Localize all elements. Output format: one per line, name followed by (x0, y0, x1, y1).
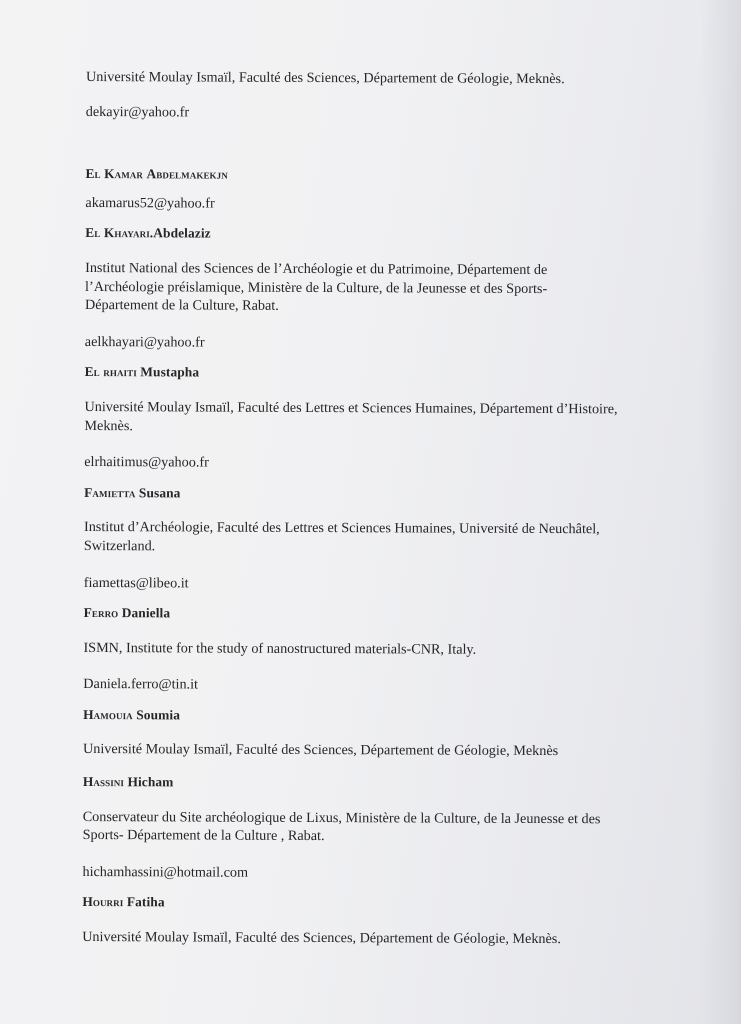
contributor-surname: Hamouia (83, 706, 133, 723)
contributor-name (83, 773, 693, 794)
contributor-affiliation (83, 808, 693, 848)
contributor-surname: Famietta (84, 484, 136, 500)
contributor-name (84, 484, 694, 505)
contributor-surname: Hourri (82, 894, 124, 910)
contributor-email: elrhaitimus@yahoo.fr (84, 454, 209, 471)
contributor-affiliation (85, 259, 695, 317)
contributor-email: fiamettas@libeo.it (83, 574, 189, 591)
contributor-given-name: Susana (138, 484, 181, 501)
contributor-affiliation (84, 398, 694, 438)
affiliation-line: Université Moulay Ismaïl, Faculté des Lettres et Sciences Humaines, Département d’Histoire, (84, 398, 618, 418)
contributor-name (85, 224, 695, 245)
contributor-email: Daniela.ferro@tin.it (83, 676, 199, 693)
contributor-affiliation (82, 928, 692, 949)
contributor-surname: El rhaiti (84, 364, 137, 380)
intro-affiliation: Université Moulay Ismaïl, Faculté des Sciences, Département de Géologie, Meknès. (85, 68, 565, 88)
contributor-affiliation (84, 518, 694, 558)
contributor-entry (83, 706, 693, 762)
contributor-given-name: Hicham (127, 774, 174, 790)
contributor-entry (83, 604, 693, 696)
affiliation-line: Université Moulay Ismaïl, Faculté des Sciences, Département de Géologie, Meknès. (82, 929, 561, 948)
contributor-given-name: Soumia (136, 707, 181, 723)
affiliation-line: Université Moulay Ismaïl, Faculté des Sciences, Département de Géologie, Meknès (82, 741, 559, 760)
contributor-email: akamarus52@yahoo.fr (85, 194, 215, 212)
contributor-name (84, 604, 694, 625)
affiliation-line: l’Archéologie préislamique, Ministère de la Culture, de la Jeunesse et des Sports- (85, 278, 548, 297)
contributor-entry (82, 893, 692, 949)
contributor-affiliation (83, 639, 693, 660)
contributor-given-name: Abdelaziz (153, 225, 211, 241)
contributor-email: hichamhassini@hotmail.com (82, 863, 249, 881)
contributor-given-name: Abdelmakekjn (146, 166, 228, 182)
contributor-entry (85, 165, 695, 215)
contributor-surname: El Khayari. (85, 225, 154, 241)
contributor-email: aelkhayari@yahoo.fr (84, 333, 205, 351)
affiliation-line: Switzerland. (83, 537, 156, 555)
affiliation-line: ISMN, Institute for the study of nanostructured materials-CNR, Italy. (83, 639, 477, 658)
affiliation-line: Conservateur du Site archéologique de Lixus, Ministère de la Culture, de la Jeunesse et des (82, 808, 601, 827)
contributor-entry (85, 224, 696, 354)
affiliation-line: Institut d’Archéologie, Faculté des Lettres et Sciences Humaines, Université de Neuchâtel, (83, 519, 600, 538)
contributor-given-name: Fatiha (126, 894, 165, 910)
affiliation-line: Meknès. (84, 417, 133, 434)
contributor-entry (84, 484, 694, 595)
contributor-name (83, 706, 693, 727)
contributor-name (85, 363, 695, 384)
contributor-entry (84, 363, 694, 474)
contributor-affiliation (83, 740, 693, 761)
contributor-given-name: Mustapha (140, 364, 200, 380)
affiliation-line: Institut National des Sciences de l’Archéologie et du Patrimoine, Département de (85, 259, 548, 278)
affiliation-line: Département de la Culture, Rabat. (84, 297, 279, 314)
contributor-surname: Hassini (82, 774, 125, 790)
contributor-entry (82, 773, 692, 884)
contributor-surname: El Kamar (85, 166, 144, 182)
contributor-list (82, 68, 696, 949)
contributor-name (85, 165, 695, 186)
contributor-name (82, 893, 692, 914)
intro-email: dekayir@yahoo.fr (85, 103, 190, 121)
affiliation-line: Sports- Département de la Culture , Rabat. (82, 827, 325, 845)
contributor-given-name: Daniella (121, 605, 171, 621)
contributor-surname: Ferro (83, 605, 119, 621)
